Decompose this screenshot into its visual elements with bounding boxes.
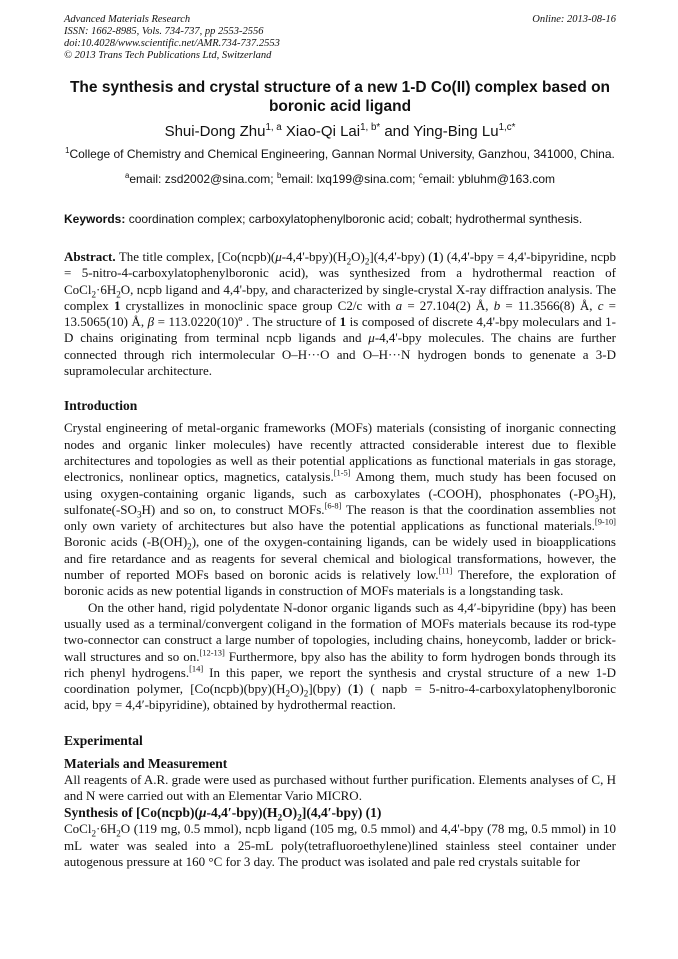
cell-param-b: b [493, 297, 501, 313]
abstract-text: The title complex, [Co(ncpb)( [115, 249, 276, 264]
abstract-text: = 13.5065(10) Å, [64, 297, 617, 330]
introduction-heading: Introduction [64, 398, 138, 414]
subscript: 2 [364, 256, 370, 267]
abstract-text: -4,4'-bpy molecules. The chains are further connected through rich intermolecular O–H···O and O–H···N hydrogen bonds to genenate a 3-D supramolecular architecture. [64, 330, 616, 379]
materials-heading: Materials and Measurement [64, 755, 228, 771]
compound-number: 1 [113, 297, 121, 313]
body-text: ), one of the oxygen-containing ligands, can be widely used in bioapplications and fire retardance and as reagents for several chemical and biological transformations, however, the number of reported MOFs based on boronic acids is relatively low. [64, 534, 616, 583]
body-text: In this paper, we report the synthesis and crystal structure of a new 1-D coordination polymer, [Co(ncpb)(bpy)(H [64, 664, 616, 697]
citation: [9-10] [594, 516, 616, 527]
body-text: H), sulfonate(-SO [64, 485, 616, 517]
compound-number: 1 [339, 314, 347, 330]
abstract-text: ](4,4'-bpy) ( [369, 249, 433, 264]
mu-symbol: μ [368, 330, 375, 346]
keywords [64, 211, 616, 227]
synthesis-text [64, 821, 616, 870]
issn-line: ISSN: 1662-8985, Vols. 734-737, pp 2553-2556 [64, 26, 264, 37]
body-text: O (119 mg, 0.5 mmol), ncpb ligand (105 mg, 0.5 mmol) and 4,4'-bpy (78 mg, 0.5 mmol) in 10 mL water was sealed into a 25-mL poly(tetrafluoroethylene)lined stainless steel container under autogenous pressure at 160 °C for 3 day. The product was isolated and pale red crystals suitable for [64, 821, 616, 869]
body-text: CoCl [64, 821, 92, 837]
introduction-paragraph [64, 600, 616, 714]
email-mark: c [418, 171, 423, 180]
subscript: 2 [91, 828, 97, 839]
subscript: 2 [116, 828, 121, 839]
body-text: Furthermore, bpy also has the ability to form hydrogen bonds through its rich phenyl hydrogens. [64, 648, 616, 680]
journal-name: Advanced Materials Research [64, 14, 191, 25]
author-affil-mark: 1, a [265, 122, 282, 133]
heading-text: ](4,4′-bpy) (1) [301, 805, 382, 821]
online-date: Online: 2013-08-16 [532, 14, 616, 25]
abstract-text: = 11.3566(8) Å, [500, 297, 598, 313]
body-text: On the other hand, rigid polydentate N-donor organic ligands such as 4,4′-bipyridine (bpy) has been usually used as a terminal/convergent coligand in the formation of MOFs materials because its rod-type two-connector can construct a large number of topologies, including chains, honeycomb, ladder or brick-wall structures and so on. [64, 599, 616, 664]
abstract-text: O) [351, 249, 365, 264]
heading-text: -4,4′-bpy)(H [206, 805, 278, 821]
subscript: 3 [594, 493, 600, 504]
subscript: 2 [297, 814, 302, 824]
body-text: Crystal engineering of metal-organic frameworks (MOFs) materials (consisting of inorganic connecting nodes and organic linker molecules) have recently attracted considerable interest due to flexible architectures and topologies as well as their potential applications as functional materials in gas storage, electronics, nonlinear optics, magnetics, catalysis. [64, 420, 616, 485]
author-affil-mark: 1,c* [498, 122, 516, 133]
subscript: 2 [285, 688, 291, 699]
mu-symbol: μ [199, 805, 207, 821]
materials-text: All reagents of A.R. grade were used as purchased without further purification. Elements analyses of C, H and N were carried out with an Elementar Vario MICRO. [64, 771, 616, 804]
body-text: Boronic acids (-B(OH) [64, 534, 188, 550]
citation: [6-8] [324, 500, 342, 511]
citation: [12-13] [199, 647, 225, 658]
author-name: and Ying-Bing Lu [380, 123, 499, 140]
author-emails [64, 171, 616, 187]
compound-number: 1 [432, 249, 440, 264]
body-text: ](bpy) ( [308, 681, 353, 697]
paper-page [64, 14, 616, 870]
keywords-text: coordination complex; carboxylatophenylboronic acid; cobalt; hydrothermal synthesis. [125, 212, 583, 226]
subscript: 3 [136, 509, 142, 520]
cell-param-c: c [597, 297, 604, 313]
body-text: ) ( napb = 5-nitro-4-carboxylatophenylboronic acid, bpy = 4,4′-bipyridine), obtained by hydrothermal reaction. [64, 681, 616, 713]
body-text: O) [290, 681, 304, 697]
email-b: email: lxq199@sina.com; [281, 172, 419, 186]
email-c: email: ybluhm@163.com [422, 172, 555, 186]
mu-symbol: μ [275, 249, 282, 264]
abstract-text: ·6H [96, 281, 117, 297]
subscript: 2 [187, 542, 192, 553]
doi-line: doi:10.4028/www.scientific.net/AMR.734-737.2553 [64, 38, 280, 49]
body-text: Therefore, the exploration of boronic acids as new potential ligands in construction of MOFs materials is a longstanding task. [64, 567, 616, 599]
experimental-heading: Experimental [64, 732, 143, 748]
author-list [64, 122, 616, 142]
author-name: Shui-Dong Zhu [164, 123, 266, 140]
subscript: 2 [277, 814, 283, 824]
abstract-label: Abstract. [64, 249, 116, 264]
body-text: Among them, much study has been focused on using oxygen-containing organic ligands, such as carboxylates (-COOH), phosphonates (-PO [64, 469, 616, 501]
abstract-text: = 27.104(2) Å, [402, 297, 494, 313]
author-affil-mark: 1, b* [360, 122, 381, 133]
affiliation-text: College of Chemistry and Chemical Engineering, Gannan Normal University, Ganzhou, 341000, China. [69, 147, 615, 161]
abstract-text: O, ncpb ligand and 4,4'-bpy, and characterized by single-crystal X-ray diffraction analysis. The complex [64, 281, 616, 313]
abstract-text: is composed of discrete 4,4'-bpy moleculars and 1-D chains originating from terminal ncpb ligands and [64, 314, 617, 346]
copyright-line: © 2013 Trans Tech Publications Ltd, Switzerland [64, 50, 272, 61]
abstract [64, 249, 616, 379]
compound-number: 1 [352, 681, 359, 697]
body-text: The reason is that the coordination assemblies not only own variety of architectures but also have the potential applications as functional materials. [64, 501, 616, 534]
cell-param-beta: β [147, 314, 155, 330]
body-text: H) and so on, to construct MOFs. [141, 501, 325, 517]
heading-text: Synthesis of [Co(ncpb)( [64, 805, 200, 821]
email-mark: b [276, 171, 282, 180]
journal-info [64, 14, 280, 62]
abstract-text: crystallizes in monoclinic space group C2/c with [120, 297, 396, 313]
abstract-text: = 113.0220(10)º . The structure of [154, 314, 340, 330]
subscript: 2 [91, 289, 97, 300]
paper-title: The synthesis and crystal structure of a new 1-D Co(II) complex based on boronic acid ligand [69, 79, 611, 115]
citation: [14] [189, 663, 204, 674]
citation: [11] [438, 565, 453, 576]
heading-text: O) [282, 805, 298, 821]
keywords-label: Keywords: [64, 212, 126, 226]
cell-param-a: a [395, 297, 403, 313]
subscript: 2 [116, 289, 121, 300]
email-a: email: zsd2002@sina.com; [129, 172, 277, 186]
abstract-text: -4,4'-bpy)(H [281, 249, 347, 264]
body-text: ·6H [96, 821, 117, 837]
introduction-paragraph [64, 420, 616, 599]
synthesis-heading [64, 804, 616, 824]
abstract-text: ) (4,4'-bpy = 4,4'-bipyridine, ncpb = 5-nitro-4-carboxylatophenylboronic acid), was synthesized from a hydrothermal reaction of CoCl [64, 249, 616, 297]
citation: [1-5] [333, 467, 351, 478]
affiliation [64, 146, 616, 162]
affiliation-mark: 1 [65, 146, 70, 155]
author-name: Xiao-Qi Lai [281, 123, 361, 140]
subscript: 2 [303, 688, 309, 699]
journal-header [64, 14, 616, 62]
email-mark: a [125, 171, 130, 180]
subscript: 2 [346, 256, 352, 267]
